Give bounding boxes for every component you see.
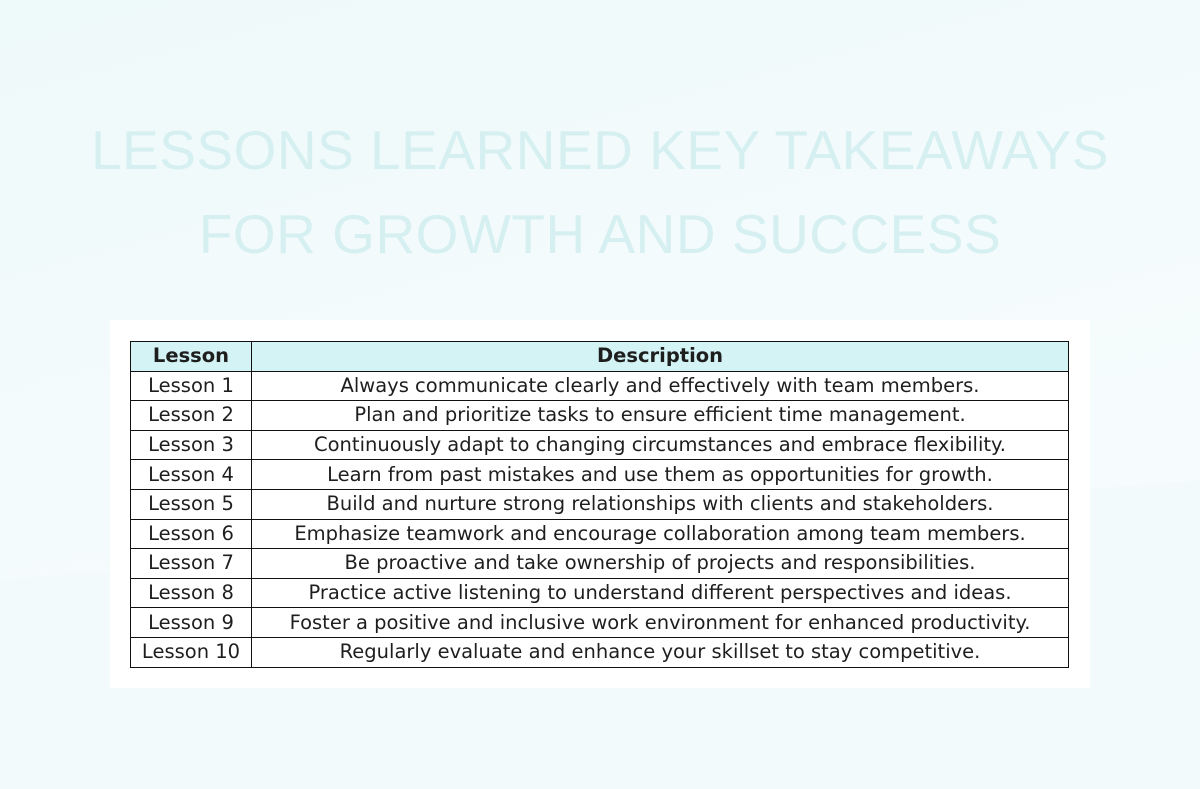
description-cell: Learn from past mistakes and use them as opportunities for growth. [252, 460, 1069, 490]
description-cell: Plan and prioritize tasks to ensure efficient time management. [252, 401, 1069, 431]
table-row [131, 430, 1069, 460]
title-line-2: FOR GROWTH AND SUCCESS [198, 203, 1002, 265]
lessons-table [130, 341, 1069, 668]
description-cell: Continuously adapt to changing circumstances and embrace flexibility. [252, 430, 1069, 460]
title-line-1: LESSONS LEARNED KEY TAKEAWAYS [90, 119, 1110, 181]
lesson-cell: Lesson 4 [131, 460, 252, 490]
header-lesson: Lesson [131, 342, 252, 372]
header-row [131, 342, 1069, 372]
lesson-cell: Lesson 2 [131, 401, 252, 431]
description-cell: Be proactive and take ownership of projects and responsibilities. [252, 549, 1069, 579]
lesson-cell: Lesson 10 [131, 637, 252, 667]
table-card [110, 320, 1090, 688]
header-description: Description [252, 342, 1069, 372]
table-row [131, 489, 1069, 519]
description-cell: Always communicate clearly and effectively with team members. [252, 371, 1069, 401]
table-row [131, 460, 1069, 490]
lesson-cell: Lesson 1 [131, 371, 252, 401]
lesson-cell: Lesson 9 [131, 608, 252, 638]
description-cell: Practice active listening to understand different perspectives and ideas. [252, 578, 1069, 608]
page-title [0, 108, 1200, 276]
lesson-cell: Lesson 5 [131, 489, 252, 519]
description-cell: Emphasize teamwork and encourage collaboration among team members. [252, 519, 1069, 549]
table-row [131, 637, 1069, 667]
table-row [131, 371, 1069, 401]
description-cell: Build and nurture strong relationships with clients and stakeholders. [252, 489, 1069, 519]
table-row [131, 519, 1069, 549]
lesson-cell: Lesson 6 [131, 519, 252, 549]
description-cell: Foster a positive and inclusive work environment for enhanced productivity. [252, 608, 1069, 638]
table-row [131, 401, 1069, 431]
table-row [131, 549, 1069, 579]
table-row [131, 608, 1069, 638]
description-cell: Regularly evaluate and enhance your skillset to stay competitive. [252, 637, 1069, 667]
lesson-cell: Lesson 3 [131, 430, 252, 460]
table-row [131, 578, 1069, 608]
lesson-cell: Lesson 8 [131, 578, 252, 608]
lesson-cell: Lesson 7 [131, 549, 252, 579]
